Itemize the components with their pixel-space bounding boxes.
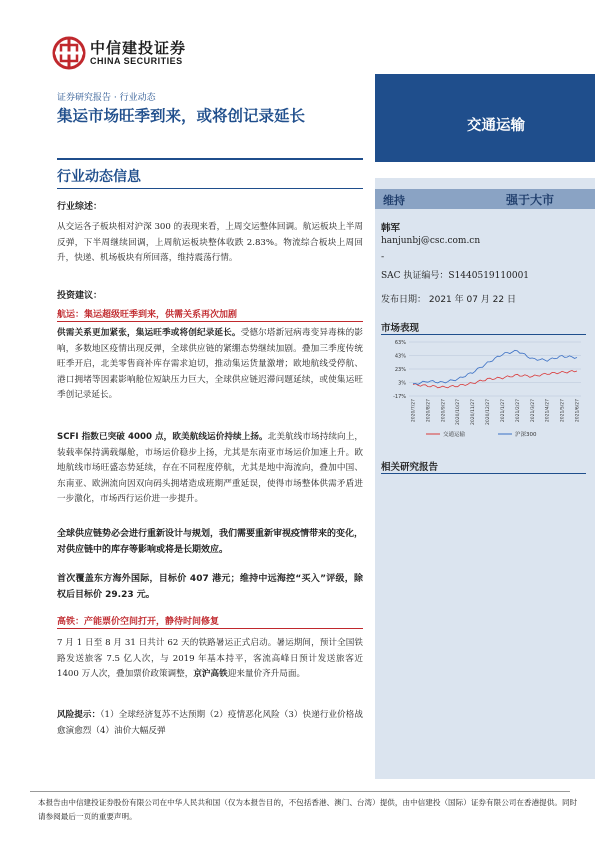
chart-y-tick-label: 43%: [394, 353, 406, 360]
title-divider: [57, 158, 363, 160]
report-category: 证券研究报告 · 行业动态: [57, 93, 156, 103]
section-heading: 行业动态信息: [57, 169, 141, 185]
chart-x-tick-label: 2021/2/27: [515, 399, 521, 423]
paragraph-scfi-lead: SCFI 指数已突破 4000 点，欧美航线运价持续上扬。: [57, 432, 268, 442]
chart-y-tick-label: 3%: [398, 380, 406, 387]
rail-heading: 高铁：产能票价空间打开，静待时间修复: [57, 617, 220, 627]
brand-name-en: CHINA SECURITIES: [90, 56, 183, 66]
paragraph-risk: [57, 708, 363, 739]
paragraph-supply-demand: [57, 326, 363, 404]
brand-name-cn: 中信建投证券: [90, 39, 187, 57]
footer-divider: [30, 791, 570, 792]
chart-x-tick-label: 2020/10/27: [456, 399, 462, 425]
market-divider: [381, 334, 586, 335]
paragraph-rail-bold: 京沪高铁: [193, 669, 228, 680]
rail-divider: [57, 628, 363, 629]
analyst-email: hanjunbj@csc.com.cn: [381, 236, 481, 246]
brand-logo: [52, 36, 212, 72]
chart-series-line: [413, 371, 577, 388]
chart-x-tick-label: 2021/5/27: [560, 399, 566, 423]
analyst-dash: -: [381, 252, 385, 262]
summary-paragraph: 从交运各子板块相对沪深 300 的表现来看，上周交运整体回调。航运板块上半周反弹，下半周继续回调，上周航运板块整体收跌 2.83%。物流综合板块上周回升，快递、机场板块有所回落，维持震荡行情。: [57, 222, 363, 264]
paragraph-scfi: [57, 430, 363, 508]
related-divider: [381, 473, 586, 474]
chart-legend-label: 沪深300: [515, 432, 537, 438]
chart-x-tick-label: 2021/1/27: [500, 399, 506, 423]
paragraph-supply-chain: 全球供应链势必会进行重新设计与规划，我们需要重新审视疫情带来的变化，对供应链中的库存等影响或将是长期效应。: [57, 529, 364, 555]
chart-y-tick-label: -17%: [393, 394, 406, 400]
related-reports-title: 相关研究报告: [381, 462, 439, 473]
market-performance-title: 市场表现: [381, 323, 420, 334]
chart-x-tick-label: 2020/11/27: [471, 399, 477, 425]
chart-x-tick-label: 2021/6/27: [575, 399, 581, 423]
advice-label: 投资建议：: [57, 291, 103, 301]
rating-label: 维持: [383, 194, 405, 207]
analyst-sac-number: SAC 执证编号：S1440519110001: [381, 271, 530, 281]
risk-text: （1）全球经济复苏不达预期（2）疫情恶化风险（3）快递行业价格战愈演愈烈（4）油价大幅反弹: [57, 710, 363, 736]
report-title: 集运市场旺季到来，或将创记录延长: [57, 107, 306, 125]
chart-x-tick-label: 2020/9/27: [441, 399, 447, 423]
chart-x-tick-label: 2020/7/27: [411, 399, 417, 423]
publish-date: 发布日期： 2021 年 07 月 22 日: [381, 295, 516, 305]
paragraph-rail-tail: 迎来量价齐升局面。: [227, 669, 306, 680]
paragraph-scfi-text: 北美航线市场持续向上，装载率保持满载爆舱，市场运价稳步上扬，尤其是东南亚市场运价加速上升。欧地航线市场旺盛态势延续，存在不同程度停航，尤其是地中海流向，叠加中国、东南亚、欧洲流向因双向码头拥堵造成班期严重延误，使得市场整体供需矛盾进一步激化，市场西行运价进一步提升。: [57, 432, 363, 505]
paragraph-rail: [57, 636, 363, 683]
paragraph-supply-demand-text: 受德尔塔新冠病毒变异毒株的影响，多数地区疫情出现反弹，全球供应链的紧绷态势继续加剧。叠加三季度传统旺季开启，北美零售商补库存需求迫切，推动集运货量激增；欧地航线受停航、港口拥堵等因素影响舱位短缺压力巨大，全球供应链迟滞问题延续，或使集运旺季创记录延长。: [57, 328, 363, 401]
summary-label: 行业综述：: [57, 202, 103, 212]
chart-x-tick-label: 2020/12/27: [486, 399, 492, 425]
chart-x-tick-label: 2020/8/27: [426, 399, 432, 423]
footer-disclaimer: 本报告由中信建投证券股份有限公司在中华人民共和国（仅为本报告目的，不包括香港、澳门、台湾）提供，由中信建投（国际）证券有限公司在香港提供。同时请参阅最后一页的重要声明。: [38, 798, 578, 821]
chart-y-tick-label: 63%: [394, 340, 406, 346]
chart-legend-label: 交通运输: [443, 432, 466, 438]
chart-y-tick-label: 23%: [394, 367, 406, 373]
market-performance-chart: [381, 336, 586, 442]
industry-banner: [375, 74, 595, 162]
shipping-heading: 航运：集运超级旺季到来，供需关系再次加剧: [57, 310, 238, 320]
paragraph-rail-text: 7 月 1 日至 8 月 31 日共计 62 天的铁路暑运正式启动。暑运期间，预计全国铁路发送旅客 7.5 亿人次，与 2019 年基本持平，客流高峰日预计发送旅客近 1400 万人次，叠加票价政策调整，: [57, 638, 363, 680]
section-divider: [57, 188, 363, 189]
risk-label: 风险提示：: [57, 710, 101, 720]
rating-value: 强于大市: [506, 193, 555, 207]
brand-logo-icon: [52, 36, 86, 70]
chart-x-tick-label: 2021/3/27: [530, 399, 536, 423]
analyst-name: 韩军: [381, 223, 401, 234]
chart-x-tick-label: 2021/4/27: [545, 399, 551, 423]
paragraph-supply-demand-lead: 供需关系更加紧张，集运旺季或将创纪录延长。: [57, 328, 241, 338]
rating-box: [375, 189, 595, 209]
industry-name: 交通运输: [467, 118, 525, 134]
paragraph-coverage: 首次覆盖东方海外国际，目标价 407 港元；维持中远海控“买入”评级，除权后目标价 29.23 元。: [57, 574, 363, 600]
shipping-divider: [57, 321, 363, 322]
